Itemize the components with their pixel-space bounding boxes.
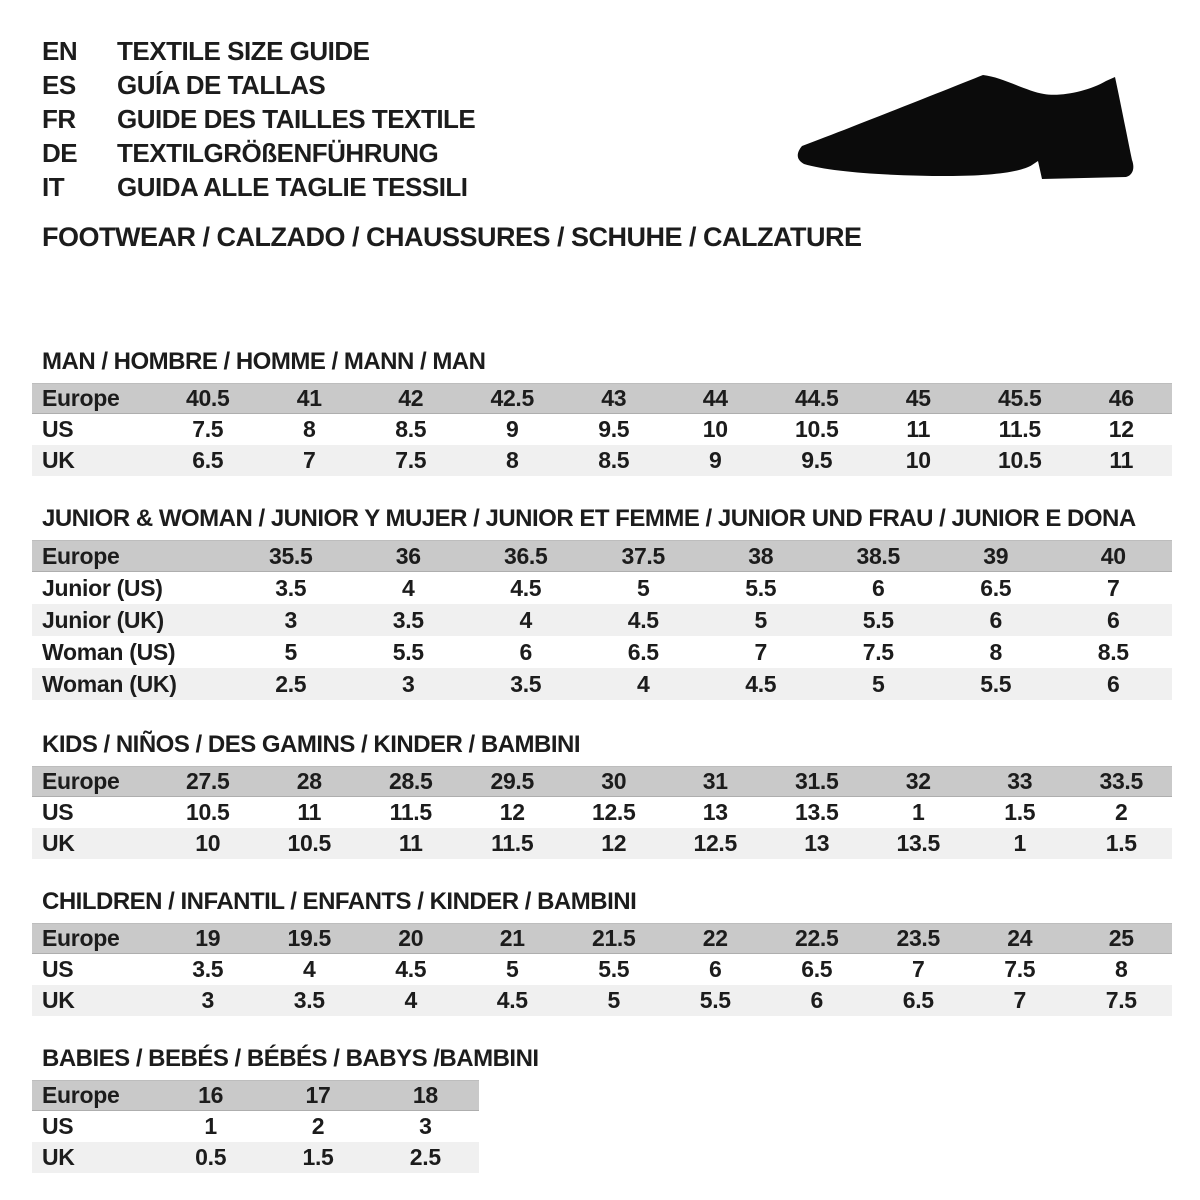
language-title: TEXTILGRÖßENFÜHRUNG bbox=[117, 137, 439, 168]
section-title: CHILDREN / INFANTIL / ENFANTS / KINDER / BAMBINI bbox=[42, 888, 637, 915]
row-label: UK bbox=[42, 987, 75, 1013]
table-row bbox=[32, 985, 1172, 1016]
size-cell: 22.5 bbox=[794, 925, 839, 951]
size-cell: 19.5 bbox=[287, 925, 332, 951]
size-cell: 8 bbox=[506, 447, 519, 473]
size-cell: 3.5 bbox=[192, 956, 224, 982]
size-cell: 5.5 bbox=[598, 956, 630, 982]
size-cell: 5.5 bbox=[862, 607, 894, 633]
size-cell: 6 bbox=[989, 607, 1002, 633]
size-cell: 6 bbox=[1107, 607, 1120, 633]
size-cell: 10.5 bbox=[997, 447, 1042, 473]
size-cell: 7 bbox=[754, 639, 767, 665]
table-row bbox=[32, 954, 1172, 985]
size-cell: 44 bbox=[702, 385, 728, 411]
size-cell: 3 bbox=[201, 987, 214, 1013]
size-cell: 33.5 bbox=[1099, 768, 1144, 794]
size-cell: 23.5 bbox=[896, 925, 941, 951]
size-cell: 7.5 bbox=[1004, 956, 1036, 982]
size-cell: 40.5 bbox=[185, 385, 230, 411]
size-cell: 35.5 bbox=[268, 543, 313, 569]
row-label: Europe bbox=[42, 768, 120, 794]
size-cell: 5.5 bbox=[699, 987, 731, 1013]
size-cell: 25 bbox=[1108, 925, 1134, 951]
size-cell: 5.5 bbox=[745, 575, 777, 601]
size-cell: 3.5 bbox=[293, 987, 325, 1013]
row-label: Europe bbox=[42, 925, 120, 951]
size-cell: 6.5 bbox=[192, 447, 224, 473]
size-cell: 7.5 bbox=[862, 639, 894, 665]
size-cell: 10 bbox=[702, 416, 728, 442]
section-babies bbox=[32, 1047, 539, 1173]
size-cell: 11.5 bbox=[998, 416, 1041, 442]
table-row bbox=[32, 1111, 479, 1142]
row-label: Woman (US) bbox=[42, 639, 176, 665]
table-row bbox=[32, 668, 1172, 700]
size-cell: 1.5 bbox=[302, 1144, 334, 1170]
language-code: IT bbox=[42, 171, 65, 202]
language-code: EN bbox=[42, 35, 78, 66]
size-cell: 11 bbox=[906, 416, 931, 442]
size-cell: 12.5 bbox=[693, 830, 738, 856]
section-title: JUNIOR & WOMAN / JUNIOR Y MUJER / JUNIOR ET FEMME / JUNIOR UND FRAU / JUNIOR E DONA bbox=[42, 505, 1136, 532]
size-cell: 6.5 bbox=[902, 987, 934, 1013]
size-cell: 30 bbox=[601, 768, 627, 794]
size-cell: 32 bbox=[905, 768, 931, 794]
size-cell: 31.5 bbox=[794, 768, 839, 794]
size-cell: 4.5 bbox=[510, 575, 542, 601]
size-cell: 3.5 bbox=[275, 575, 307, 601]
size-table bbox=[32, 766, 1172, 859]
size-cell: 45.5 bbox=[997, 385, 1042, 411]
language-title: GUIDA ALLE TAGLIE TESSILI bbox=[117, 171, 468, 202]
size-cell: 5 bbox=[872, 671, 885, 697]
size-cell: 2.5 bbox=[275, 671, 307, 697]
size-cell: 27.5 bbox=[185, 768, 230, 794]
size-cell: 17 bbox=[305, 1082, 331, 1108]
size-cell: 28.5 bbox=[388, 768, 433, 794]
table-row bbox=[32, 766, 1172, 797]
size-cell: 39 bbox=[983, 543, 1009, 569]
size-cell: 7.5 bbox=[192, 416, 224, 442]
size-cell: 4 bbox=[303, 956, 316, 982]
row-label: Junior (US) bbox=[42, 575, 163, 601]
row-label: Europe bbox=[42, 1082, 120, 1108]
section-title: BABIES / BEBÉS / BÉBÉS / BABYS /BAMBINI bbox=[42, 1045, 539, 1072]
language-title: TEXTILE SIZE GUIDE bbox=[117, 35, 370, 66]
size-cell: 43 bbox=[601, 385, 627, 411]
size-cell: 10.5 bbox=[794, 416, 839, 442]
language-row bbox=[42, 136, 475, 170]
row-label: UK bbox=[42, 447, 75, 473]
size-cell: 6.5 bbox=[627, 639, 659, 665]
size-cell: 3.5 bbox=[510, 671, 542, 697]
size-cell: 12 bbox=[1108, 416, 1134, 442]
size-cell: 28 bbox=[296, 768, 322, 794]
size-cell: 6 bbox=[872, 575, 885, 601]
row-label: UK bbox=[42, 1144, 75, 1170]
row-label: US bbox=[42, 956, 74, 982]
section-title: KIDS / NIÑOS / DES GAMINS / KINDER / BAMBINI bbox=[42, 731, 581, 758]
size-cell: 5 bbox=[506, 956, 519, 982]
size-cell: 6.5 bbox=[980, 575, 1012, 601]
size-cell: 5 bbox=[284, 639, 297, 665]
size-cell: 4 bbox=[404, 987, 417, 1013]
table-row bbox=[32, 540, 1172, 572]
size-cell: 11 bbox=[1109, 447, 1134, 473]
size-cell: 1 bbox=[1013, 830, 1026, 856]
size-cell: 13.5 bbox=[896, 830, 941, 856]
size-cell: 22 bbox=[702, 925, 728, 951]
language-row bbox=[42, 34, 475, 68]
size-cell: 3 bbox=[402, 671, 415, 697]
size-table bbox=[32, 1080, 479, 1173]
language-title: GUIDE DES TAILLES TEXTILE bbox=[117, 103, 476, 134]
size-cell: 16 bbox=[198, 1082, 224, 1108]
size-cell: 3 bbox=[419, 1113, 432, 1139]
size-cell: 0.5 bbox=[195, 1144, 227, 1170]
size-cell: 4 bbox=[402, 575, 415, 601]
table-row bbox=[32, 923, 1172, 954]
size-cell: 4.5 bbox=[627, 607, 659, 633]
size-cell: 19 bbox=[195, 925, 221, 951]
row-label: US bbox=[42, 1113, 74, 1139]
size-cell: 7 bbox=[1107, 575, 1120, 601]
section-man bbox=[32, 350, 1172, 476]
table-row bbox=[32, 828, 1172, 859]
size-cell: 44.5 bbox=[794, 385, 839, 411]
size-cell: 1 bbox=[204, 1113, 217, 1139]
size-table bbox=[32, 923, 1172, 1016]
language-title-list bbox=[42, 34, 475, 204]
size-cell: 5.5 bbox=[980, 671, 1012, 697]
table-row bbox=[32, 383, 1172, 414]
row-label: US bbox=[42, 416, 74, 442]
size-cell: 9.5 bbox=[598, 416, 630, 442]
language-title: GUÍA DE TALLAS bbox=[117, 69, 326, 100]
size-cell: 12 bbox=[499, 799, 525, 825]
size-cell: 40 bbox=[1100, 543, 1126, 569]
size-cell: 7 bbox=[1013, 987, 1026, 1013]
size-cell: 2 bbox=[1115, 799, 1128, 825]
size-cell: 9 bbox=[506, 416, 519, 442]
size-cell: 8.5 bbox=[1097, 639, 1129, 665]
size-cell: 46 bbox=[1108, 385, 1134, 411]
size-cell: 2.5 bbox=[409, 1144, 441, 1170]
table-row bbox=[32, 1080, 479, 1111]
table-row bbox=[32, 414, 1172, 445]
size-cell: 7 bbox=[303, 447, 316, 473]
row-label: Woman (UK) bbox=[42, 671, 177, 697]
table-row bbox=[32, 445, 1172, 476]
size-cell: 42.5 bbox=[490, 385, 535, 411]
section-title: MAN / HOMBRE / HOMME / MANN / MAN bbox=[42, 348, 486, 375]
size-cell: 33 bbox=[1007, 768, 1033, 794]
size-cell: 38 bbox=[748, 543, 774, 569]
size-cell: 21.5 bbox=[591, 925, 636, 951]
size-cell: 21 bbox=[499, 925, 525, 951]
language-code: DE bbox=[42, 137, 78, 168]
size-cell: 9 bbox=[709, 447, 722, 473]
size-cell: 41 bbox=[296, 385, 322, 411]
size-table bbox=[32, 383, 1172, 476]
size-cell: 38.5 bbox=[856, 543, 901, 569]
size-cell: 4 bbox=[519, 607, 532, 633]
size-cell: 4.5 bbox=[496, 987, 528, 1013]
section-kids bbox=[32, 733, 1172, 859]
table-row bbox=[32, 797, 1172, 828]
section-children bbox=[32, 890, 1172, 1016]
size-cell: 6 bbox=[519, 639, 532, 665]
size-cell: 45 bbox=[905, 385, 931, 411]
size-cell: 10 bbox=[905, 447, 931, 473]
size-cell: 12 bbox=[601, 830, 627, 856]
size-cell: 8.5 bbox=[598, 447, 630, 473]
size-cell: 5 bbox=[607, 987, 620, 1013]
size-cell: 20 bbox=[398, 925, 424, 951]
size-cell: 36 bbox=[395, 543, 421, 569]
size-cell: 6 bbox=[810, 987, 823, 1013]
category-line: FOOTWEAR / CALZADO / CHAUSSURES / SCHUHE / CALZATURE bbox=[42, 222, 862, 252]
size-cell: 6 bbox=[1107, 671, 1120, 697]
size-cell: 11 bbox=[297, 799, 322, 825]
row-label: US bbox=[42, 799, 74, 825]
size-cell: 7.5 bbox=[395, 447, 427, 473]
size-cell: 1 bbox=[912, 799, 925, 825]
section-junior-woman bbox=[32, 507, 1172, 700]
shoe-icon bbox=[795, 58, 1145, 198]
shoe-icon bbox=[795, 58, 1145, 198]
size-cell: 6.5 bbox=[801, 956, 833, 982]
size-cell: 4.5 bbox=[745, 671, 777, 697]
table-row bbox=[32, 604, 1172, 636]
size-cell: 11.5 bbox=[389, 799, 432, 825]
size-cell: 8.5 bbox=[395, 416, 427, 442]
size-cell: 8 bbox=[1115, 956, 1128, 982]
size-cell: 42 bbox=[398, 385, 424, 411]
language-row bbox=[42, 68, 475, 102]
size-cell: 37.5 bbox=[621, 543, 666, 569]
size-cell: 10 bbox=[195, 830, 221, 856]
language-row bbox=[42, 102, 475, 136]
table-row bbox=[32, 572, 1172, 604]
size-cell: 8 bbox=[989, 639, 1002, 665]
table-row bbox=[32, 1142, 479, 1173]
size-cell: 4 bbox=[637, 671, 650, 697]
size-cell: 1.5 bbox=[1105, 830, 1137, 856]
size-cell: 3 bbox=[284, 607, 297, 633]
size-cell: 31 bbox=[702, 768, 728, 794]
size-cell: 5 bbox=[754, 607, 767, 633]
size-cell: 10.5 bbox=[287, 830, 332, 856]
size-cell: 5 bbox=[637, 575, 650, 601]
size-cell: 18 bbox=[412, 1082, 438, 1108]
size-cell: 13.5 bbox=[794, 799, 839, 825]
size-cell: 11 bbox=[398, 830, 423, 856]
size-cell: 7.5 bbox=[1105, 987, 1137, 1013]
size-cell: 3.5 bbox=[392, 607, 424, 633]
size-cell: 13 bbox=[804, 830, 830, 856]
size-cell: 7 bbox=[912, 956, 925, 982]
language-code: ES bbox=[42, 69, 76, 100]
row-label: Junior (UK) bbox=[42, 607, 164, 633]
language-row bbox=[42, 170, 475, 204]
size-cell: 5.5 bbox=[392, 639, 424, 665]
size-cell: 1.5 bbox=[1004, 799, 1036, 825]
row-label: UK bbox=[42, 830, 75, 856]
size-cell: 4.5 bbox=[395, 956, 427, 982]
language-code: FR bbox=[42, 103, 76, 134]
size-cell: 11.5 bbox=[491, 830, 534, 856]
size-cell: 36.5 bbox=[503, 543, 548, 569]
size-cell: 10.5 bbox=[185, 799, 230, 825]
size-cell: 9.5 bbox=[801, 447, 833, 473]
size-cell: 6 bbox=[709, 956, 722, 982]
table-row bbox=[32, 636, 1172, 668]
size-cell: 2 bbox=[311, 1113, 325, 1139]
size-cell: 24 bbox=[1007, 925, 1033, 951]
row-label: Europe bbox=[42, 543, 120, 569]
size-table bbox=[32, 540, 1172, 700]
size-cell: 8 bbox=[303, 416, 316, 442]
row-label: Europe bbox=[42, 385, 120, 411]
size-cell: 29.5 bbox=[490, 768, 535, 794]
size-cell: 12.5 bbox=[591, 799, 636, 825]
size-cell: 13 bbox=[702, 799, 728, 825]
